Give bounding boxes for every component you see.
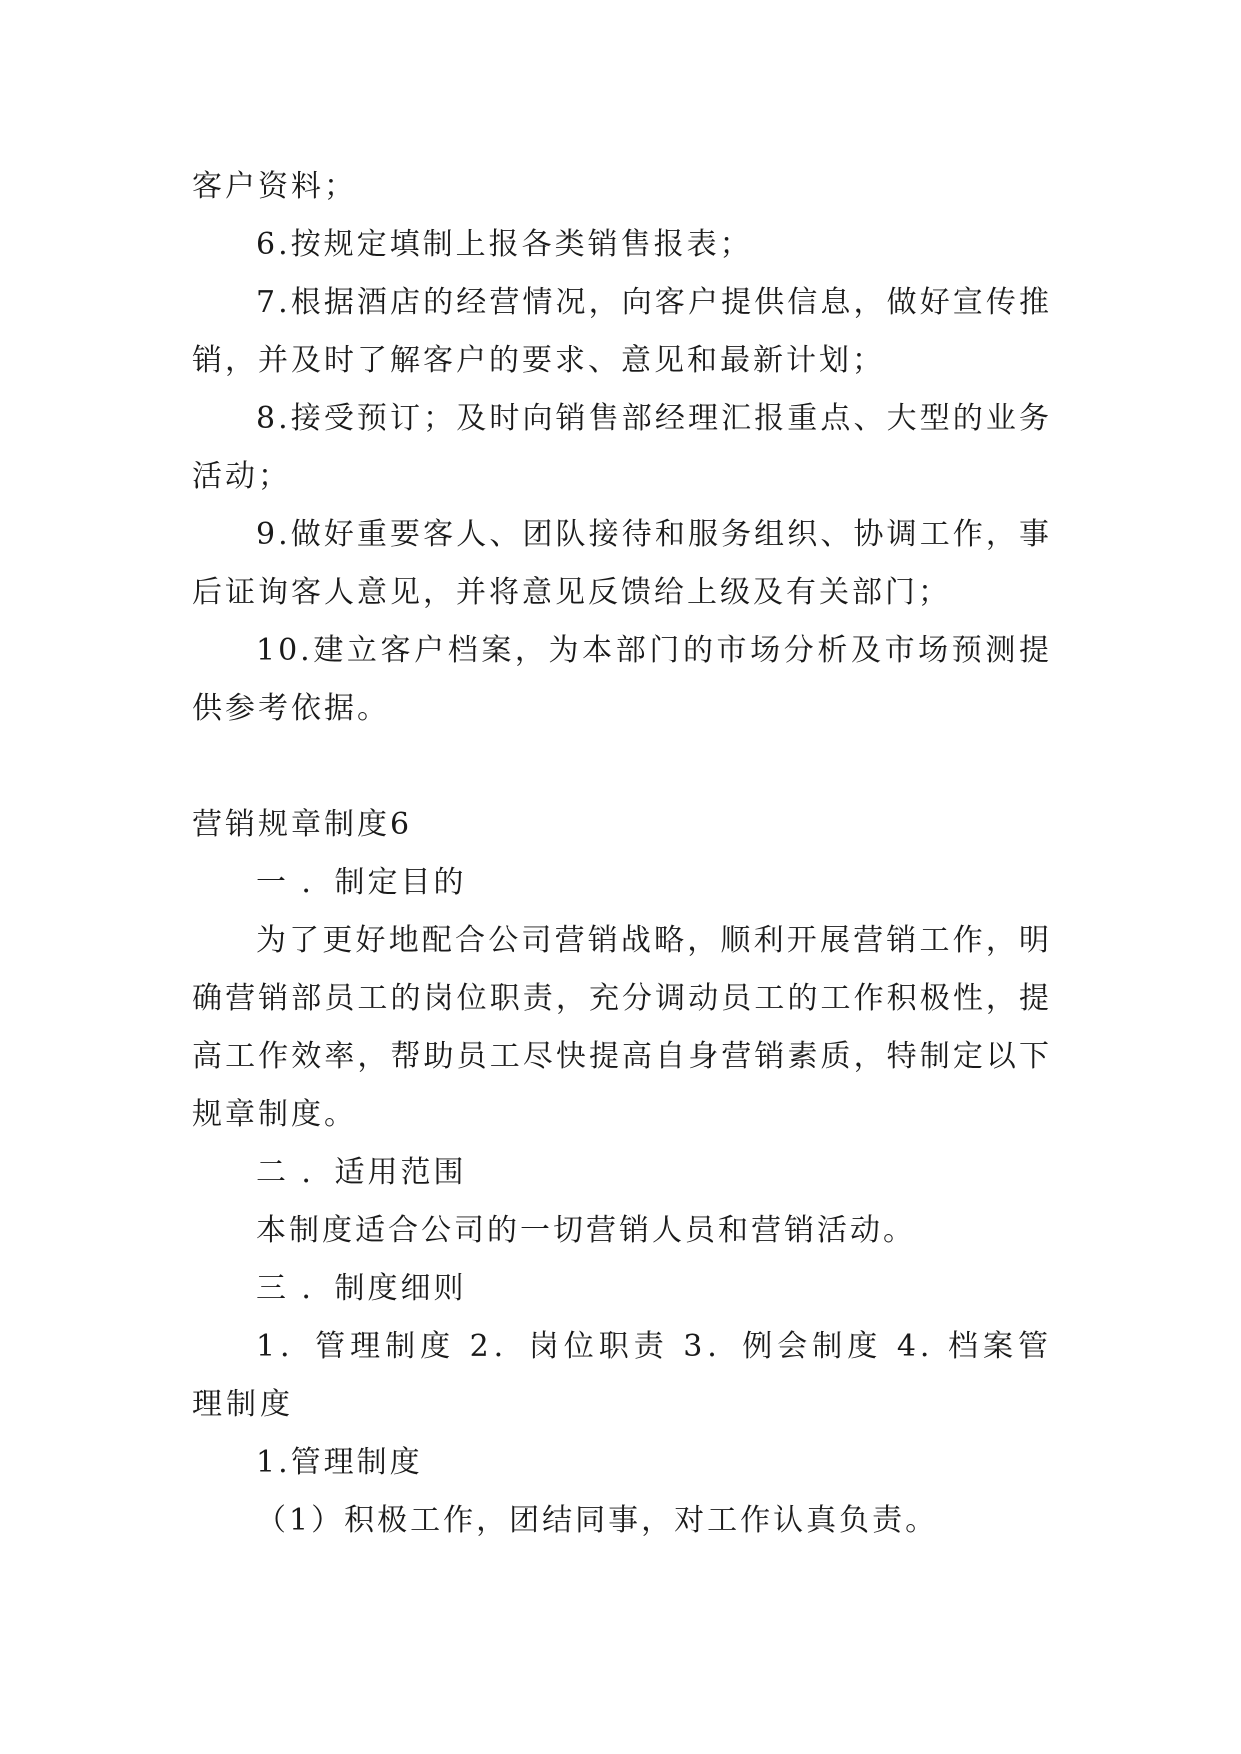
- subheading-management: 1.管理制度: [256, 1445, 423, 1480]
- paragraph-rules-list: 1．管理制度 2．岗位职责 3．例会制度 4. 档案管理制度: [192, 1329, 1052, 1422]
- document-body: [192, 158, 1052, 1550]
- paragraph-item-8: 8.接受预订；及时向销售部经理汇报重点、大型的业务活动；: [192, 401, 1052, 494]
- section-title: 营销规章制度6: [192, 807, 413, 842]
- list-item-1: （1）积极工作，团结同事，对工作认真负责。: [256, 1503, 939, 1538]
- paragraph-customer-info: 客户资料；: [192, 169, 357, 204]
- heading-scope: 二 ．适用范围: [256, 1155, 467, 1190]
- heading-rules: 三 ．制度细则: [256, 1271, 467, 1306]
- paragraph-purpose: 为了更好地配合公司营销战略，顺利开展营销工作，明确营销部员工的岗位职责，充分调动员工的工作积极性，提高工作效率，帮助员工尽快提高自身营销素质，特制定以下规章制度。: [192, 923, 1052, 1132]
- paragraph-item-10: 10.建立客户档案，为本部门的市场分析及市场预测提供参考依据。: [192, 633, 1052, 726]
- paragraph-item-7: 7.根据酒店的经营情况，向客户提供信息，做好宣传推销，并及时了解客户的要求、意见和最新计划；: [192, 285, 1052, 378]
- paragraph-item-9: 9.做好重要客人、团队接待和服务组织、协调工作，事后证询客人意见，并将意见反馈给上级及有关部门；: [192, 517, 1052, 610]
- paragraph-item-6: 6.按规定填制上报各类销售报表；: [256, 227, 753, 262]
- heading-purpose: 一 ．制定目的: [256, 865, 467, 900]
- paragraph-scope: 本制度适合公司的一切营销人员和营销活动。: [256, 1213, 916, 1248]
